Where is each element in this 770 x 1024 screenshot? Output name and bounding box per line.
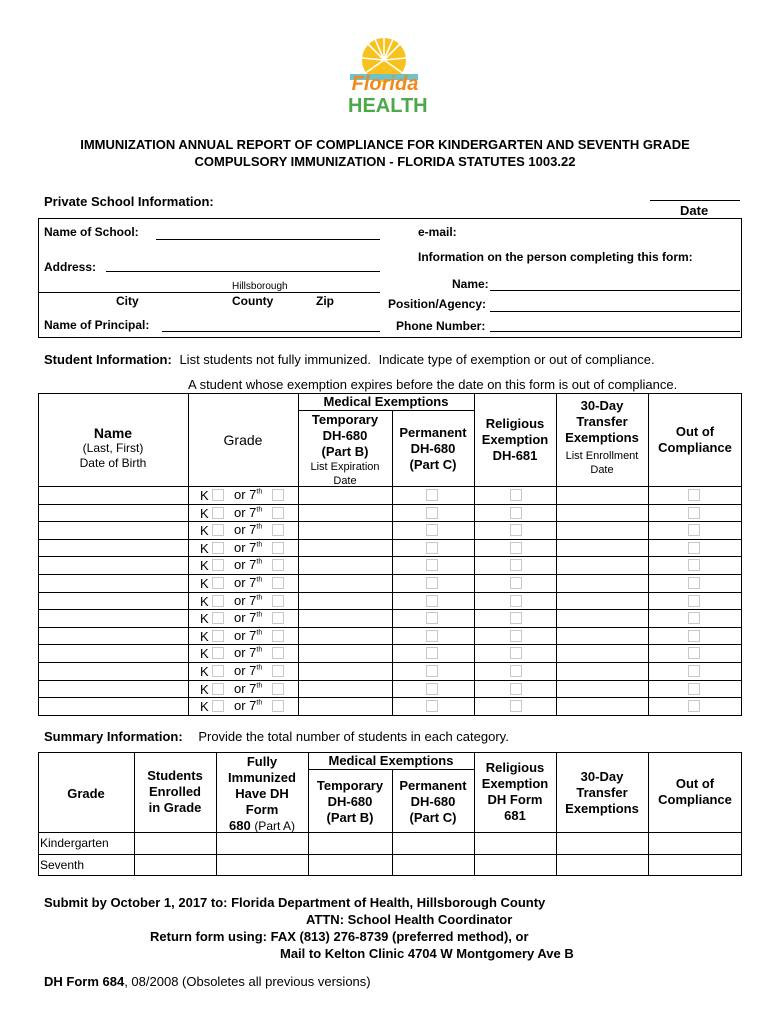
student-row-divider — [38, 574, 742, 575]
grade-k-checkbox[interactable] — [212, 507, 224, 519]
student-info-desc2: Indicate type of exemption or out of compliance. — [378, 352, 655, 367]
permanent-checkbox[interactable] — [426, 542, 438, 554]
out-of-compliance-checkbox[interactable] — [688, 595, 700, 607]
sum-religious-header: Religious Exemption DH Form 681 — [481, 760, 549, 823]
student-row-divider — [38, 662, 742, 663]
address-field[interactable] — [106, 271, 380, 272]
permanent-checkbox[interactable] — [426, 524, 438, 536]
private-school-heading: Private School Information: — [44, 194, 214, 209]
student-row-divider — [38, 680, 742, 681]
grade-k-label: K — [200, 628, 209, 644]
grade-7-checkbox[interactable] — [272, 595, 284, 607]
position-agency-field[interactable] — [490, 311, 740, 312]
student-info-heading: Student Information: List students not fully immunized. Indicate type of exemption or out of compliance. — [44, 352, 655, 367]
grade-7-label: or 7th — [234, 592, 263, 608]
grade-k-checkbox[interactable] — [212, 524, 224, 536]
permanent-checkbox[interactable] — [426, 665, 438, 677]
col-name-header: Name (Last, First) Date of Birth — [79, 425, 147, 470]
out-of-compliance-checkbox[interactable] — [688, 630, 700, 642]
grade-7-checkbox[interactable] — [272, 577, 284, 589]
position-agency-label: Position/Agency: — [388, 297, 487, 311]
religious-checkbox[interactable] — [510, 524, 522, 536]
grade-7-checkbox[interactable] — [272, 647, 284, 659]
grade-k-checkbox[interactable] — [212, 595, 224, 607]
sum-out-header: Out of Compliance — [658, 776, 732, 807]
principal-label: Name of Principal: — [44, 318, 150, 332]
phone-field[interactable] — [490, 331, 740, 332]
student-row-divider — [38, 539, 742, 540]
religious-checkbox[interactable] — [510, 647, 522, 659]
address-label: Address: — [44, 260, 97, 274]
student-info-title: Student Information: — [44, 352, 172, 367]
person-name-field[interactable] — [490, 290, 740, 291]
grade-k-checkbox[interactable] — [212, 630, 224, 642]
grade-k-checkbox[interactable] — [212, 542, 224, 554]
submit-line2: ATTN: School Health Coordinator — [306, 912, 513, 927]
grade-k-label: K — [200, 488, 209, 503]
email-label: e-mail: — [418, 225, 457, 239]
grade-7-label: or 7th — [234, 575, 263, 590]
permanent-checkbox[interactable] — [426, 630, 438, 642]
grade-7-checkbox[interactable] — [272, 683, 284, 695]
student-row-divider — [38, 627, 742, 628]
grade-7-label: or 7th — [234, 522, 263, 538]
sum-medical-header: Medical Exemptions — [328, 753, 454, 768]
student-row-divider — [38, 556, 742, 557]
student-row-divider — [38, 609, 742, 610]
grade-7-label: or 7th — [234, 663, 263, 678]
religious-checkbox[interactable] — [510, 595, 522, 607]
footer-rest: , 08/2008 (Obsoletes all previous versions) — [124, 974, 371, 989]
col-out-of-compliance-header: Out of Compliance — [658, 424, 732, 455]
out-of-compliance-checkbox[interactable] — [688, 612, 700, 624]
permanent-checkbox[interactable] — [426, 507, 438, 519]
name-of-school-label: Name of School: — [44, 225, 139, 239]
out-of-compliance-checkbox[interactable] — [688, 542, 700, 554]
sum-enrolled-header: Students Enrolled in Grade — [147, 768, 203, 815]
student-row-divider — [38, 521, 742, 522]
grade-k-checkbox[interactable] — [212, 700, 224, 712]
student-row-divider — [38, 592, 742, 593]
out-of-compliance-checkbox[interactable] — [688, 489, 700, 501]
out-of-compliance-checkbox[interactable] — [688, 577, 700, 589]
form-title-line2: COMPULSORY IMMUNIZATION - FLORIDA STATUTES 1003.22 — [194, 154, 576, 169]
grade-k-label: K — [200, 540, 209, 556]
grade-k-checkbox[interactable] — [212, 647, 224, 659]
grade-7-label: or 7th — [234, 504, 263, 520]
phone-label: Phone Number: — [396, 319, 486, 333]
grade-k-checkbox[interactable] — [212, 683, 224, 695]
city-county-zip-line[interactable] — [38, 292, 380, 293]
grade-7-checkbox[interactable] — [272, 612, 284, 624]
religious-checkbox[interactable] — [510, 542, 522, 554]
grade-7-label: or 7th — [234, 698, 263, 714]
student-info-desc3: A student whose exemption expires before the date on this form is out of compliance. — [188, 377, 678, 392]
out-of-compliance-checkbox[interactable] — [688, 647, 700, 659]
grade-k-label: K — [200, 664, 209, 679]
grade-7-label: or 7th — [234, 627, 263, 643]
zip-label: Zip — [316, 294, 334, 308]
grade-7-checkbox[interactable] — [272, 524, 284, 536]
permanent-checkbox[interactable] — [426, 577, 438, 589]
principal-field[interactable] — [162, 331, 380, 332]
sum-row-kindergarten: Kindergarten — [40, 836, 109, 850]
name-of-school-field[interactable] — [156, 239, 380, 240]
summary-header-divider — [38, 832, 742, 833]
logo-text-florida: Florida — [351, 73, 419, 95]
grade-k-checkbox[interactable] — [212, 559, 224, 571]
grade-7-label: or 7th — [234, 680, 263, 696]
student-row-divider — [38, 697, 742, 698]
grade-k-checkbox[interactable] — [212, 612, 224, 624]
religious-checkbox[interactable] — [510, 489, 522, 501]
permanent-checkbox[interactable] — [426, 595, 438, 607]
grade-k-label: K — [200, 646, 209, 662]
summary-desc: Provide the total number of students in each category — [198, 729, 506, 744]
grade-k-label: K — [200, 699, 209, 715]
permanent-checkbox[interactable] — [426, 612, 438, 624]
florida-health-logo — [348, 36, 428, 118]
permanent-checkbox[interactable] — [426, 683, 438, 695]
out-of-compliance-checkbox[interactable] — [688, 559, 700, 571]
grade-7-checkbox[interactable] — [272, 665, 284, 677]
col-religious-header: Religious Exemption DH-681 — [481, 416, 549, 463]
sum-grade-header: Grade — [67, 786, 105, 801]
city-label: City — [116, 294, 139, 308]
col-grade-header: Grade — [223, 432, 263, 448]
religious-checkbox[interactable] — [510, 559, 522, 571]
student-row-divider — [38, 644, 742, 645]
grade-7-label: or 7th — [234, 610, 263, 626]
grade-k-label: K — [200, 576, 209, 591]
grade-k-label: K — [200, 611, 209, 627]
religious-checkbox[interactable] — [510, 507, 522, 519]
grade-k-checkbox[interactable] — [212, 665, 224, 677]
summary-title: Summary Information: — [44, 729, 183, 744]
permanent-checkbox[interactable] — [426, 489, 438, 501]
religious-checkbox[interactable] — [510, 630, 522, 642]
grade-7-label: or 7th — [234, 539, 263, 555]
student-row-divider — [38, 504, 742, 505]
sum-temporary-header: Temporary DH-680 (Part B) — [316, 778, 384, 825]
grade-k-label: K — [200, 681, 209, 697]
grade-k-label: K — [200, 558, 209, 574]
grade-7-label: or 7th — [234, 645, 263, 661]
grade-7-checkbox[interactable] — [272, 630, 284, 642]
col-permanent-header: Permanent DH-680 (Part C) — [399, 425, 467, 472]
logo-text-health: HEALTH — [348, 95, 428, 117]
out-of-compliance-checkbox[interactable] — [688, 700, 700, 712]
out-of-compliance-checkbox[interactable] — [688, 507, 700, 519]
permanent-checkbox[interactable] — [426, 647, 438, 659]
sum-transfer-header: 30-Day Transfer Exemptions — [565, 769, 639, 816]
religious-checkbox[interactable] — [510, 700, 522, 712]
county-value: Hillsborough — [232, 281, 288, 292]
religious-checkbox[interactable] — [510, 683, 522, 695]
grade-k-label: K — [200, 593, 209, 609]
summary-medical-divider — [308, 769, 474, 770]
medical-exemptions-header: Medical Exemptions — [323, 394, 449, 409]
grade-k-checkbox[interactable] — [212, 489, 224, 501]
grade-7-checkbox[interactable] — [272, 700, 284, 712]
submit-line1: Submit by October 1, 2017 to: Florida Department of Health, Hillsborough County — [44, 895, 546, 910]
date-line[interactable] — [650, 200, 740, 201]
permanent-checkbox[interactable] — [426, 700, 438, 712]
sum-fully-immunized-header: Fully Immunized Have DH Form 680 (Part A) — [228, 754, 296, 833]
sum-col-div-7 — [648, 752, 649, 876]
footer-form-number: DH Form 684 — [44, 974, 125, 989]
form-title-line1: IMMUNIZATION ANNUAL REPORT OF COMPLIANCE FOR KINDERGARTEN AND SEVENTH GRADE — [80, 137, 690, 152]
date-label: Date — [680, 203, 709, 218]
sum-row-seventh: Seventh — [40, 858, 85, 872]
person-name-label: Name: — [452, 277, 489, 291]
religious-checkbox[interactable] — [510, 577, 522, 589]
grade-7-checkbox[interactable] — [272, 559, 284, 571]
religious-checkbox[interactable] — [510, 612, 522, 624]
grade-7-checkbox[interactable] — [272, 489, 284, 501]
religious-checkbox[interactable] — [510, 665, 522, 677]
submit-line4: Mail to Kelton Clinic 4704 W Montgomery Ave B — [280, 946, 574, 961]
student-info-desc1: List students not fully immunized — [179, 352, 368, 367]
grade-7-checkbox[interactable] — [272, 542, 284, 554]
submit-line3: Return form using: FAX (813) 276-8739 (preferred method), or — [150, 929, 529, 944]
out-of-compliance-checkbox[interactable] — [688, 683, 700, 695]
summary-heading: Summary Information: Provide the total number of students in each category. — [44, 729, 509, 744]
grade-k-label: K — [200, 523, 209, 539]
out-of-compliance-checkbox[interactable] — [688, 665, 700, 677]
grade-7-checkbox[interactable] — [272, 507, 284, 519]
grade-k-label: K — [200, 505, 209, 521]
county-label: County — [232, 294, 274, 308]
grade-7-label: or 7th — [234, 557, 263, 573]
col-transfer-header: 30-Day Transfer Exemptions List Enrollment Date — [565, 398, 639, 476]
grade-k-checkbox[interactable] — [212, 577, 224, 589]
permanent-checkbox[interactable] — [426, 559, 438, 571]
footer — [44, 974, 371, 989]
col-temporary-header: Temporary DH-680 (Part B) List Expiration Date — [310, 412, 380, 487]
medical-exemptions-divider — [298, 410, 474, 411]
sum-permanent-header: Permanent DH-680 (Part C) — [399, 778, 467, 825]
info-person-label: Information on the person completing this form: — [418, 250, 693, 264]
out-of-compliance-checkbox[interactable] — [688, 524, 700, 536]
grade-7-label: or 7th — [234, 487, 263, 502]
summary-row-divider — [38, 854, 742, 855]
